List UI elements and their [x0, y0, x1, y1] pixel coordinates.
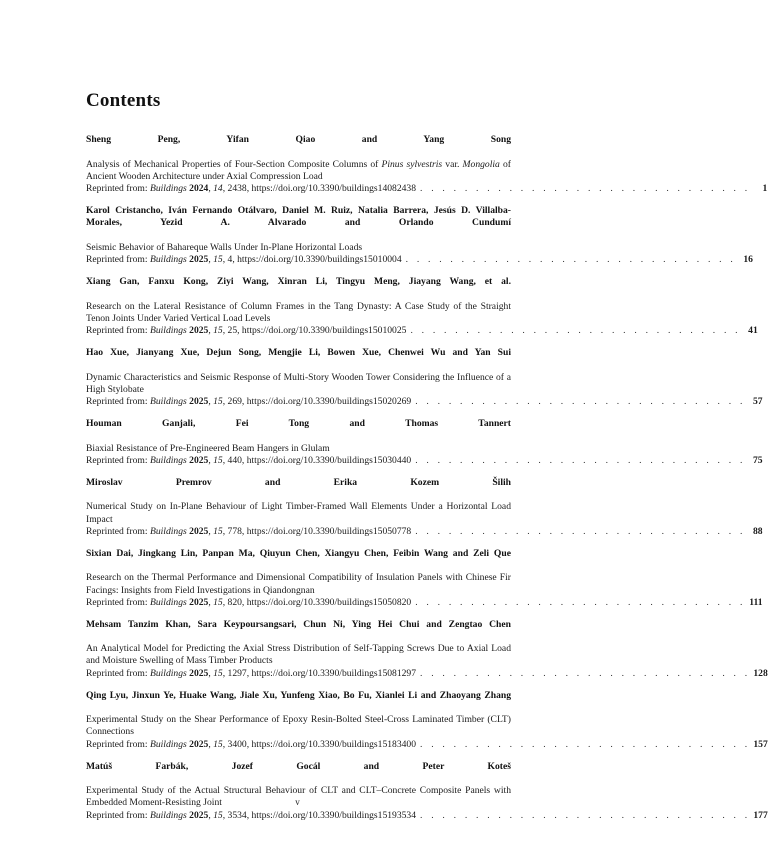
entry-reprint-line	[86, 254, 753, 266]
entry-citation: Reprinted from: Buildings 2025, 15, 440, https://doi.org/10.3390/buildings15030440	[86, 454, 412, 466]
article-number: 3534	[227, 809, 247, 821]
entry-page-number: 111	[749, 596, 763, 608]
leader-dots: . . . . . . . . . . . . . . . . . . . . . . . . . . . . . .	[415, 596, 746, 608]
leader-dots: . . . . . . . . . . . . . . . . . . . . . . . . . . . . . .	[415, 396, 746, 408]
entry-authors: Sixian Dai, Jingkang Lin, Panpan Ma, Qiuyun Chen, Xiangyu Chen, Feibin Wang and Zeli Que	[86, 547, 511, 559]
leader-dots: . . . . . . . . . . . . . . . . . . . . . . . . . . . . . .	[420, 183, 751, 195]
journal-name: Buildings	[149, 525, 187, 537]
entry-title	[86, 159, 511, 184]
journal-year: 2025	[189, 325, 209, 337]
toc-entry[interactable]	[86, 476, 763, 538]
reprint-prefix: Reprinted from:	[86, 325, 150, 337]
entry-title-part: Experimental Study on the Shear Performance of Epoxy Resin-Bolted Steel-Cross Laminated Timber (CLT) Connections	[86, 714, 511, 738]
journal-volume: 15	[213, 254, 223, 266]
entry-reprint-line	[86, 596, 763, 609]
doi-link[interactable]: https://doi.org/10.3390/buildings14082438	[251, 183, 417, 195]
entry-page-number: 41	[748, 325, 758, 337]
doi-link[interactable]: https://doi.org/10.3390/buildings15050778	[246, 525, 412, 537]
table-of-contents	[86, 134, 768, 832]
entry-title-italic-part: Mongolia	[462, 158, 500, 170]
entry-citation: Reprinted from: Buildings 2025, 15, 25, https://doi.org/10.3390/buildings15010025	[86, 325, 407, 337]
entry-reprint-line	[86, 667, 768, 680]
entry-title-part: An Analytical Model for Predicting the Axial Stress Distribution of Self-Tapping Screws Due to Axial Load and Moisture Swelling of Mass Timber Products	[86, 643, 511, 667]
reprint-prefix: Reprinted from:	[86, 667, 150, 679]
entry-title	[86, 572, 511, 597]
article-number: 820	[227, 596, 242, 608]
entry-title-part: Research on the Lateral Resistance of Column Frames in the Tang Dynasty: A Case Study of the Straight Tenon Joints Under Varied Vertical Load Levels	[86, 300, 511, 324]
journal-year: 2025	[189, 396, 209, 408]
entry-reprint-line	[86, 809, 768, 822]
entry-page-number: 75	[752, 454, 763, 466]
entry-authors: Sheng Peng, Yifan Qiao and Yang Song	[86, 134, 511, 145]
entry-page-number: 57	[752, 396, 763, 408]
toc-entry[interactable]	[86, 618, 768, 680]
toc-entry[interactable]	[86, 204, 753, 266]
leader-dots: . . . . . . . . . . . . . . . . . . . . . . . . . . . . . .	[410, 325, 741, 337]
journal-year: 2025	[189, 454, 209, 466]
entry-reprint-line	[86, 396, 763, 408]
toc-entry[interactable]	[86, 275, 758, 337]
doi-link[interactable]: https://doi.org/10.3390/buildings15081297	[251, 667, 417, 679]
entry-citation: Reprinted from: Buildings 2025, 15, 4, https://doi.org/10.3390/buildings15010004	[86, 254, 402, 266]
journal-volume: 15	[213, 454, 223, 466]
toc-entry[interactable]	[86, 689, 768, 751]
entry-title-part: Numerical Study on In-Plane Behaviour of Light Timber-Framed Wall Elements Under a Horizontal Load Impact	[86, 501, 511, 525]
journal-name: Buildings	[149, 396, 187, 408]
article-number: 778	[227, 525, 242, 537]
journal-name: Buildings	[149, 809, 187, 821]
entry-reprint-line	[86, 325, 758, 337]
entry-citation: Reprinted from: Buildings 2024, 14, 2438, https://doi.org/10.3390/buildings14082438	[86, 183, 417, 195]
journal-volume: 15	[213, 596, 223, 608]
entry-authors: Houman Ganjali, Fei Tong and Thomas Tannert	[86, 417, 511, 429]
journal-year: 2025	[189, 596, 209, 608]
entry-title-part: Dynamic Characteristics and Seismic Response of Multi-Story Wooden Tower Considering the Influence of a High Stylobate	[86, 371, 511, 395]
journal-year: 2025	[189, 809, 209, 821]
entry-title-part: Seismic Behavior of Bahareque Walls Under In-Plane Horizontal Loads	[86, 241, 363, 253]
doi-link[interactable]: https://doi.org/10.3390/buildings15020269	[246, 396, 412, 408]
doi-link[interactable]: https://doi.org/10.3390/buildings15030440	[246, 454, 412, 466]
page-title: Contents	[86, 90, 161, 111]
entry-title-part: var.	[442, 158, 463, 170]
entry-citation: Reprinted from: Buildings 2025, 15, 778, https://doi.org/10.3390/buildings15050778	[86, 525, 412, 537]
reprint-prefix: Reprinted from:	[86, 738, 150, 750]
entry-title	[86, 372, 511, 397]
reprint-prefix: Reprinted from:	[86, 396, 150, 408]
entry-citation: Reprinted from: Buildings 2025, 15, 3534, https://doi.org/10.3390/buildings15193534	[86, 809, 417, 821]
reprint-prefix: Reprinted from:	[86, 596, 150, 608]
journal-volume: 15	[213, 667, 223, 679]
entry-title-part: of Ancient Wooden Architecture under Axial Compression Load	[86, 158, 511, 182]
journal-volume: 15	[213, 396, 223, 408]
leader-dots: . . . . . . . . . . . . . . . . . . . . . . . . . . . . . .	[405, 254, 736, 266]
journal-name: Buildings	[149, 454, 187, 466]
reprint-prefix: Reprinted from:	[86, 183, 150, 195]
page-number: v	[295, 797, 300, 807]
article-number: 1297	[227, 667, 247, 679]
toc-entry[interactable]	[86, 417, 763, 467]
journal-volume: 15	[213, 325, 223, 337]
entry-reprint-line	[86, 738, 768, 751]
leader-dots: . . . . . . . . . . . . . . . . . . . . . . . . . . . . . .	[420, 809, 751, 821]
journal-year: 2024	[189, 183, 209, 195]
leader-dots: . . . . . . . . . . . . . . . . . . . . . . . . . . . . . .	[415, 454, 746, 466]
journal-volume: 15	[213, 809, 223, 821]
journal-volume: 15	[213, 525, 223, 537]
entry-title	[86, 643, 511, 668]
reprint-prefix: Reprinted from:	[86, 525, 150, 537]
leader-dots: . . . . . . . . . . . . . . . . . . . . . . . . . . . . . .	[420, 738, 751, 750]
journal-name: Buildings	[149, 325, 187, 337]
journal-name: Buildings	[149, 667, 187, 679]
article-number: 2438	[227, 183, 247, 195]
journal-name: Buildings	[149, 254, 187, 266]
journal-year: 2025	[189, 525, 209, 537]
entry-reprint-line	[86, 183, 768, 195]
entry-page-number: 88	[752, 525, 763, 537]
entry-page-number: 177	[753, 809, 768, 821]
entry-title-part: Experimental Study of the Actual Structural Behaviour of CLT and CLT–Concrete Composite Panels with Embedded Moment-Resisting Joint	[86, 785, 511, 809]
entry-authors: Qing Lyu, Jinxun Ye, Huake Wang, Jiale Xu, Yunfeng Xiao, Bo Fu, Xianlei Li and Zhaoyang Zhang	[86, 689, 511, 701]
doi-link[interactable]: https://doi.org/10.3390/buildings15010025	[241, 325, 407, 337]
entry-reprint-line	[86, 454, 763, 467]
article-number: 25	[227, 325, 238, 337]
entry-page-number: 16	[743, 254, 753, 266]
journal-name: Buildings	[149, 738, 187, 750]
leader-dots: . . . . . . . . . . . . . . . . . . . . . . . . . . . . . .	[420, 667, 751, 679]
journal-year: 2025	[189, 738, 209, 750]
journal-name: Buildings	[149, 183, 187, 195]
entry-citation: Reprinted from: Buildings 2025, 15, 3400, https://doi.org/10.3390/buildings15183400	[86, 738, 417, 750]
article-number: 4	[227, 254, 233, 266]
article-number: 269	[227, 396, 242, 408]
entry-title	[86, 501, 511, 526]
toc-entry[interactable]	[86, 760, 768, 822]
toc-entry[interactable]	[86, 547, 763, 609]
journal-name: Buildings	[149, 596, 187, 608]
journal-year: 2025	[189, 254, 209, 266]
reprint-prefix: Reprinted from:	[86, 454, 150, 466]
reprint-prefix: Reprinted from:	[86, 809, 150, 821]
entry-title	[86, 301, 511, 326]
entry-page-number: 157	[753, 738, 768, 750]
journal-volume: 15	[213, 738, 223, 750]
entry-title	[86, 242, 511, 254]
entry-title-italic-part: Pinus sylvestris	[381, 158, 443, 170]
entry-title-part: Biaxial Resistance of Pre-Engineered Beam Hangers in Glulam	[86, 442, 330, 454]
entry-page-number: 1	[762, 183, 768, 195]
doi-link[interactable]: https://doi.org/10.3390/buildings15183400	[251, 738, 417, 750]
entry-authors: Karol Cristancho, Iván Fernando Otálvaro, Daniel M. Ruiz, Natalia Barrera, Jesús D. Villalba-Morales, Yezid A. Alvarado and Orlando Cundumí	[86, 204, 511, 229]
entry-authors: Miroslav Premrov and Erika Kozem Šilih	[86, 476, 511, 488]
doi-link[interactable]: https://doi.org/10.3390/buildings15050820	[246, 596, 412, 608]
journal-year: 2025	[189, 667, 209, 679]
entry-title-part: Research on the Thermal Performance and Dimensional Compatibility of Insulation Panels with Chinese Fir Facings: Insights from Field Investigations in Qiandongnan	[86, 572, 511, 596]
reprint-prefix: Reprinted from:	[86, 254, 150, 266]
entry-authors: Hao Xue, Jianyang Xue, Dejun Song, Mengjie Li, Bowen Xue, Chenwei Wu and Yan Sui	[86, 346, 511, 358]
entry-title	[86, 443, 511, 455]
doi-link[interactable]: https://doi.org/10.3390/buildings15010004	[237, 254, 402, 266]
toc-entry[interactable]	[86, 346, 763, 408]
entry-authors: Matúš Farbák, Jozef Gocál and Peter Koteš	[86, 760, 511, 772]
journal-volume: 14	[213, 183, 223, 195]
article-number: 440	[227, 454, 242, 466]
toc-entry[interactable]	[86, 134, 768, 195]
entry-page-number: 128	[753, 667, 768, 679]
entry-title-part: Analysis of Mechanical Properties of Four-Section Composite Columns of	[86, 158, 382, 170]
entry-authors: Xiang Gan, Fanxu Kong, Ziyi Wang, Xinran Li, Tingyu Meng, Jiayang Wang, et al.	[86, 275, 511, 287]
entry-citation: Reprinted from: Buildings 2025, 15, 269, https://doi.org/10.3390/buildings15020269	[86, 396, 412, 408]
entry-title	[86, 714, 511, 739]
entry-authors: Mehsam Tanzim Khan, Sara Keypoursangsari, Chun Ni, Ying Hei Chui and Zengtao Chen	[86, 618, 511, 630]
entry-citation: Reprinted from: Buildings 2025, 15, 1297, https://doi.org/10.3390/buildings15081297	[86, 667, 417, 679]
entry-reprint-line	[86, 525, 763, 538]
leader-dots: . . . . . . . . . . . . . . . . . . . . . . . . . . . . . .	[415, 525, 746, 537]
article-number: 3400	[227, 738, 247, 750]
entry-citation: Reprinted from: Buildings 2025, 15, 820, https://doi.org/10.3390/buildings15050820	[86, 596, 412, 608]
doi-link[interactable]: https://doi.org/10.3390/buildings15193534	[251, 809, 417, 821]
